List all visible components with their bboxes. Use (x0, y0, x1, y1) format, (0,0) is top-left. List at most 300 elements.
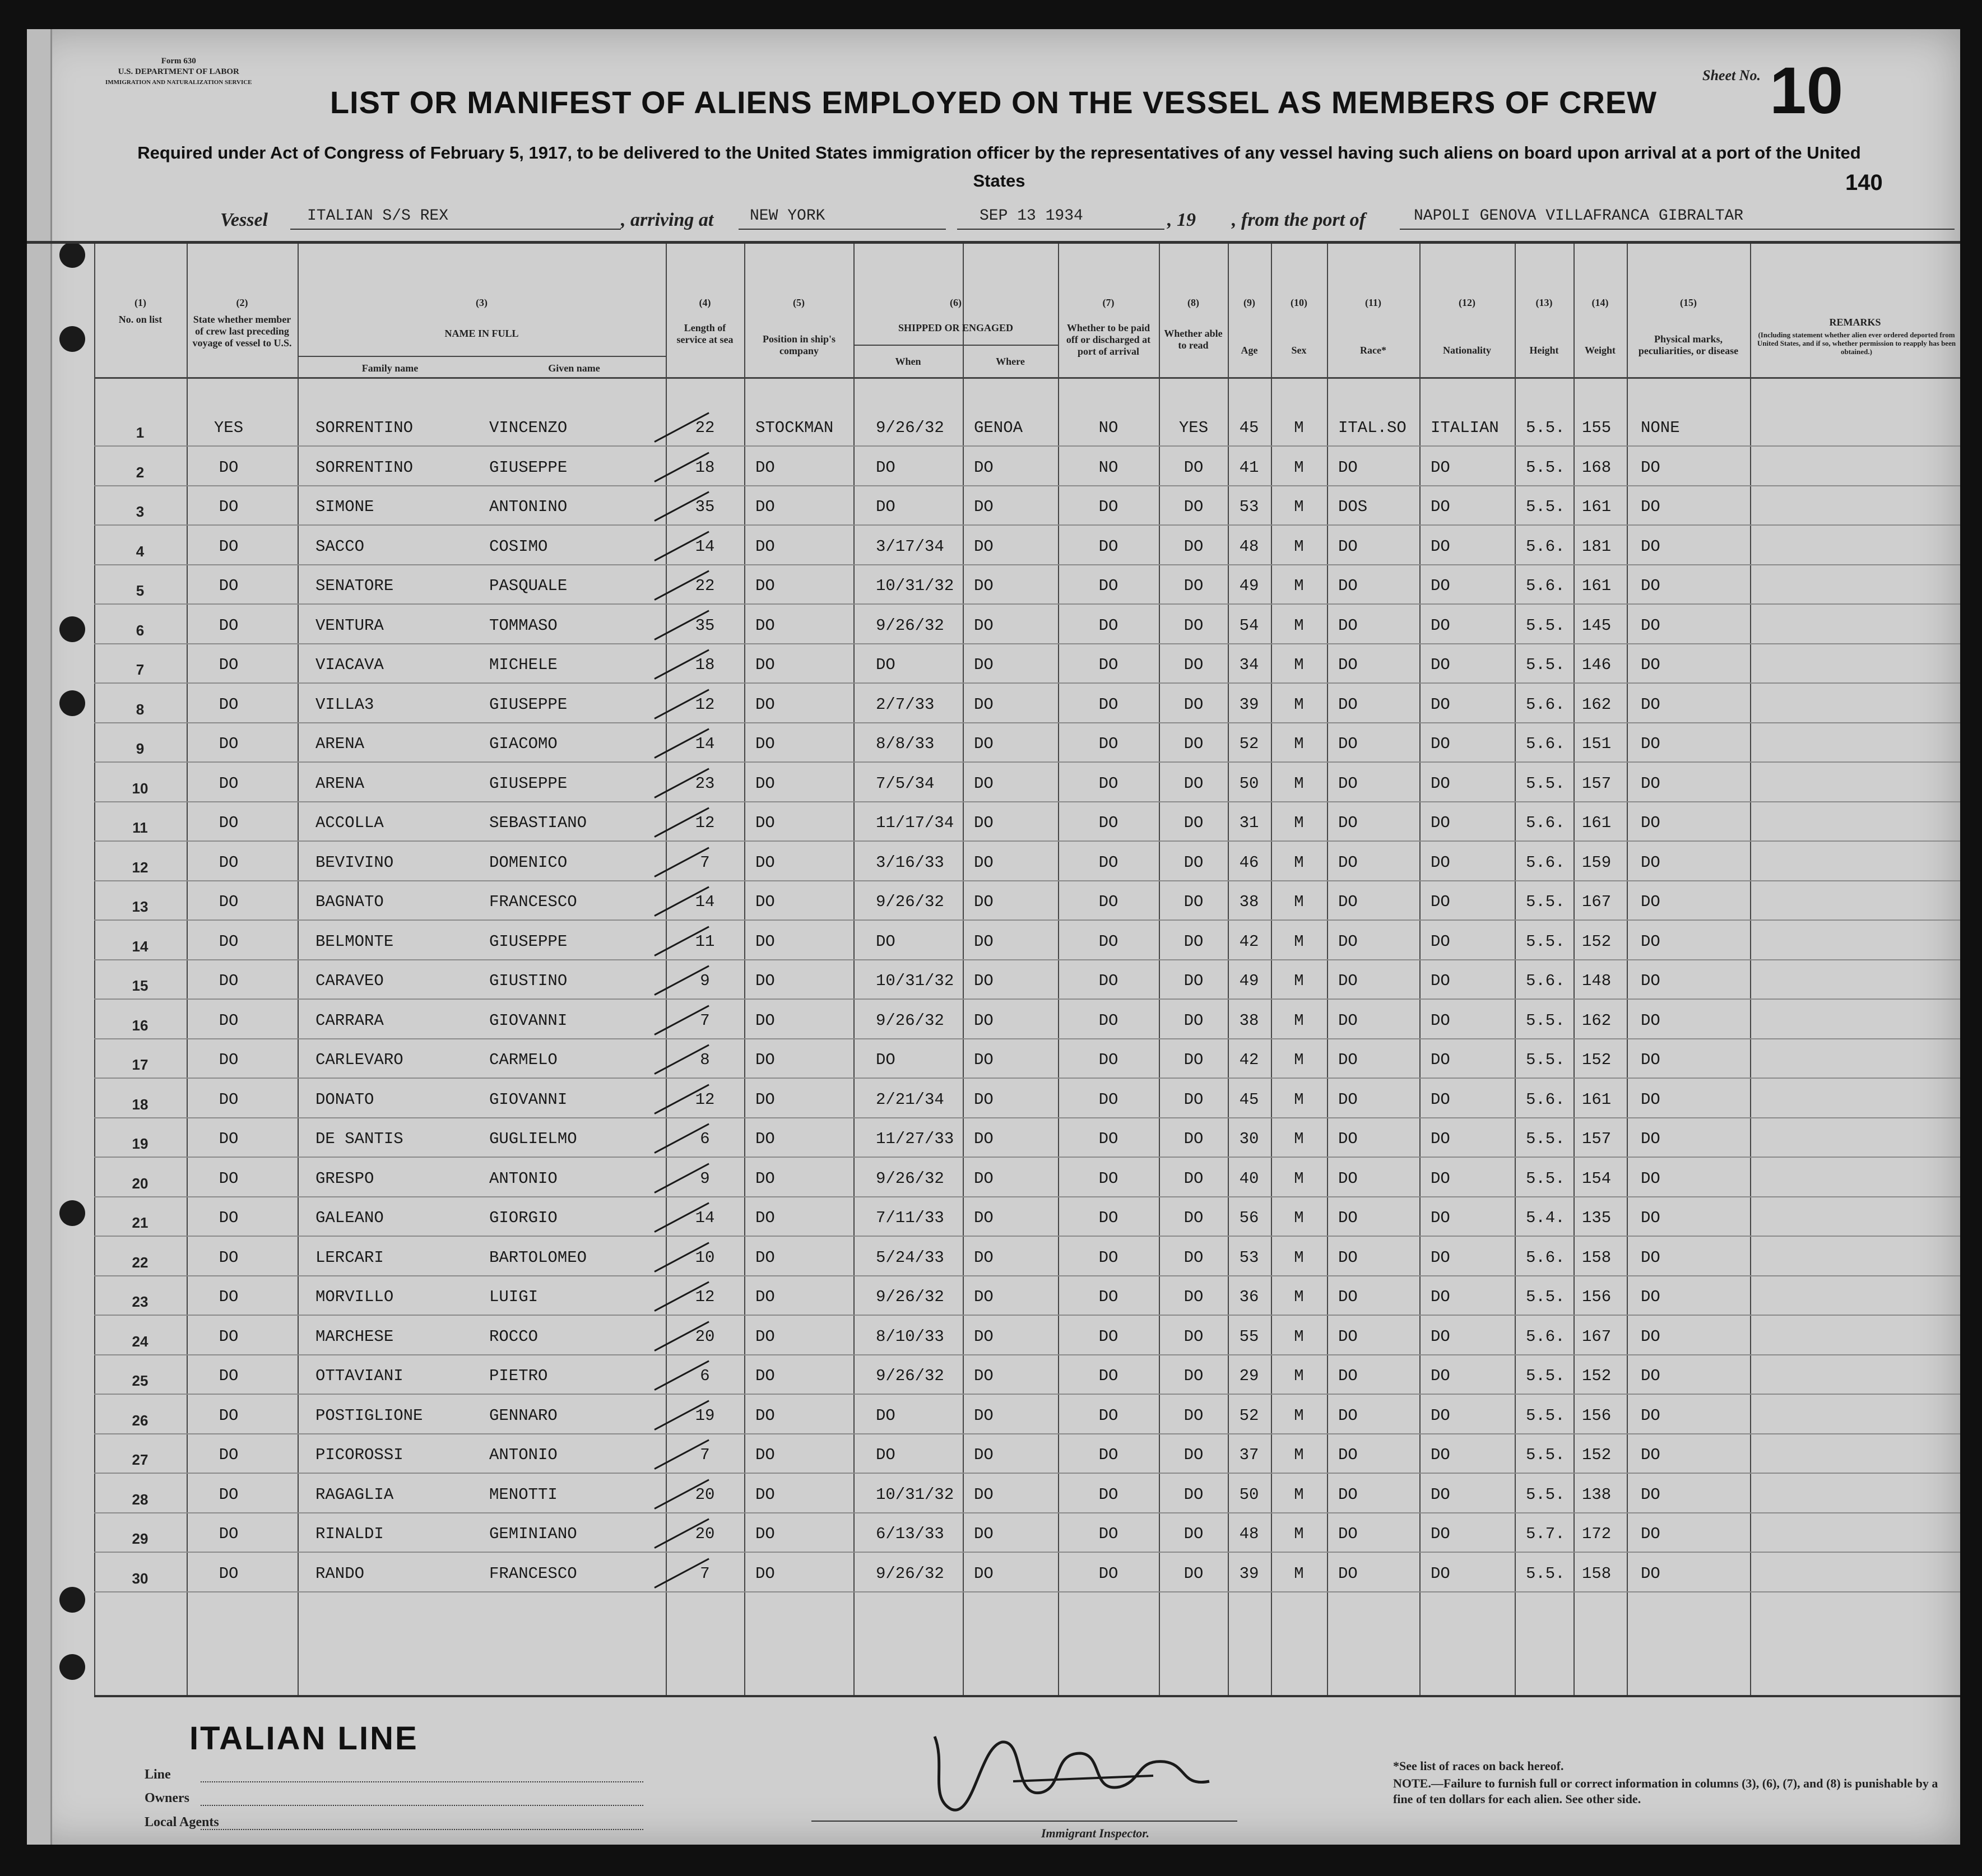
cell-given: PASQUALE (489, 577, 568, 595)
cell-family: ARENA (315, 774, 365, 793)
cell-sex: M (1294, 1564, 1304, 1583)
cell-weight: 167 (1582, 893, 1612, 911)
cell-marks: DO (1641, 1011, 1660, 1030)
cell-position: DO (755, 1564, 775, 1583)
cell-position: DO (755, 814, 775, 832)
cell-height: 5.6. (1526, 1248, 1565, 1267)
cell-paid: DO (1098, 616, 1118, 635)
cell-read: DO (1183, 616, 1204, 635)
cell-height: 5.5. (1526, 1367, 1565, 1385)
cell-height: 5.6. (1526, 814, 1565, 832)
cell-marks: DO (1641, 932, 1660, 951)
cell-service: 7 (700, 1564, 710, 1583)
cell-nat: DO (1431, 1209, 1450, 1227)
cell-age: 39 (1239, 1564, 1259, 1583)
cell-nat: DO (1431, 1051, 1450, 1069)
cell-read: DO (1183, 1367, 1204, 1385)
cell-service: 8 (700, 1051, 710, 1069)
cell-where: DO (974, 1288, 994, 1306)
cell-where: DO (974, 1011, 994, 1030)
cell-paid: DO (1098, 1564, 1118, 1583)
cell-when: 9/26/32 (876, 1367, 944, 1385)
cell-service: 35 (695, 616, 715, 635)
cell-weight: 148 (1582, 972, 1612, 990)
cell-marks: DO (1641, 1564, 1660, 1583)
cell-given: ANTONINO (489, 498, 568, 516)
cell-position: DO (755, 1406, 775, 1425)
cell-service: 20 (695, 1485, 715, 1504)
row-number: 27 (132, 1451, 148, 1468)
cell-weight: 152 (1582, 1446, 1612, 1464)
cell-paid: DO (1098, 972, 1118, 990)
cell-position: DO (755, 695, 775, 714)
cell-race: DO (1338, 1288, 1358, 1306)
cell-given: GIACOMO (489, 735, 558, 753)
cell-race: DO (1338, 1011, 1358, 1030)
col-9-header: Age (1241, 345, 1258, 356)
cell-height: 5.5. (1526, 498, 1565, 516)
row-rule (94, 959, 1960, 960)
cell-height: 5.5. (1526, 1011, 1565, 1030)
cell-marks: DO (1641, 656, 1660, 674)
cell-family: OTTAVIANI (315, 1367, 403, 1385)
cell-sex: M (1294, 1485, 1304, 1504)
sheet-label: Sheet No. (1702, 67, 1761, 83)
row-number: 24 (132, 1332, 148, 1350)
cell-paid: DO (1098, 695, 1118, 714)
cell-race: DO (1338, 1327, 1358, 1346)
row-number: 18 (132, 1095, 148, 1113)
cell-marks: NONE (1641, 419, 1680, 437)
cell-read: DO (1183, 695, 1204, 714)
cell-position: DO (755, 893, 775, 911)
row-number: 30 (132, 1569, 148, 1587)
owners-label: Owners (145, 1791, 189, 1805)
cell-position: DO (755, 1248, 775, 1267)
cell-prev: DO (219, 1525, 239, 1543)
cell-where: DO (974, 458, 994, 477)
cell-age: 54 (1239, 616, 1259, 635)
cell-where: DO (974, 735, 994, 753)
cell-position: DO (755, 774, 775, 793)
vessel-label: Vessel (220, 210, 268, 230)
cell-when: 3/16/33 (876, 853, 944, 872)
col-4-number: (4) (699, 297, 711, 308)
row-number: 28 (132, 1490, 148, 1508)
cell-given: COSIMO (489, 537, 548, 556)
cell-marks: DO (1641, 1485, 1660, 1504)
cell-read: DO (1183, 1525, 1204, 1543)
cell-nat: DO (1431, 1525, 1450, 1543)
cell-sex: M (1294, 1406, 1304, 1425)
cell-marks: DO (1641, 735, 1660, 753)
cell-read: DO (1183, 1169, 1204, 1188)
col-2-header: State whether member of crew last preceding voyage of vessel to U.S. (192, 314, 292, 349)
arriving-value: NEW YORK (750, 207, 825, 225)
cell-race: DO (1338, 695, 1358, 714)
row-rule (94, 722, 1960, 723)
cell-when: 2/21/34 (876, 1090, 944, 1109)
cell-position: DO (755, 972, 775, 990)
cell-age: 37 (1239, 1446, 1259, 1464)
cell-when: DO (876, 1051, 895, 1069)
cell-position: DO (755, 1090, 775, 1109)
row-rule (94, 1473, 1960, 1474)
cell-where: DO (974, 774, 994, 793)
row-number: 4 (136, 542, 145, 560)
cell-where: DO (974, 1051, 994, 1069)
cell-paid: NO (1098, 419, 1118, 437)
col-8-number: (8) (1187, 297, 1199, 308)
cell-family: RANDO (315, 1564, 365, 1583)
year-label: , 19 (1167, 210, 1196, 230)
cell-when: 9/26/32 (876, 1169, 944, 1188)
row-number: 7 (136, 661, 145, 678)
row-number: 20 (132, 1174, 148, 1192)
cell-family: SORRENTINO (315, 419, 414, 437)
punch-hole (59, 1200, 85, 1226)
cell-sex: M (1294, 1051, 1304, 1069)
cell-family: SENATORE (315, 577, 394, 595)
cell-paid: DO (1098, 1169, 1118, 1188)
page-number: 140 (1845, 170, 1883, 195)
cell-marks: DO (1641, 695, 1660, 714)
cell-family: SIMONE (315, 498, 374, 516)
cell-weight: 161 (1582, 577, 1612, 595)
cell-service: 7 (700, 853, 710, 872)
cell-prev: DO (219, 616, 239, 635)
cell-paid: DO (1098, 814, 1118, 832)
row-rule (94, 1038, 1960, 1039)
cell-weight: 152 (1582, 1367, 1612, 1385)
cell-weight: 156 (1582, 1288, 1612, 1306)
cell-where: DO (974, 1248, 994, 1267)
cell-height: 5.5. (1526, 1051, 1565, 1069)
cell-height: 5.5. (1526, 616, 1565, 635)
cell-paid: DO (1098, 893, 1118, 911)
row-rule (94, 1315, 1960, 1316)
cell-given: MICHELE (489, 656, 558, 674)
cell-sex: M (1294, 893, 1304, 911)
cell-weight: 161 (1582, 1090, 1612, 1109)
cell-when: 10/31/32 (876, 972, 954, 990)
cell-nat: DO (1431, 537, 1450, 556)
cell-weight: 158 (1582, 1248, 1612, 1267)
row-number: 12 (132, 858, 148, 876)
cell-nat: DO (1431, 1248, 1450, 1267)
cell-when: 3/17/34 (876, 537, 944, 556)
cell-when: 9/26/32 (876, 893, 944, 911)
cell-nat: DO (1431, 1327, 1450, 1346)
cell-nat: DO (1431, 1288, 1450, 1306)
cell-position: DO (755, 932, 775, 951)
row-rule (94, 1552, 1960, 1553)
cell-sex: M (1294, 419, 1304, 437)
sheet-number: 10 (1770, 54, 1844, 128)
cell-weight: 135 (1582, 1209, 1612, 1227)
cell-prev: DO (219, 932, 239, 951)
cell-given: ANTONIO (489, 1169, 558, 1188)
cell-height: 5.6. (1526, 853, 1565, 872)
cell-service: 6 (700, 1367, 710, 1385)
cell-where: GENOA (974, 419, 1023, 437)
cell-nat: DO (1431, 814, 1450, 832)
cell-prev: DO (219, 458, 239, 477)
cell-read: DO (1183, 537, 1204, 556)
cell-nat: DO (1431, 972, 1450, 990)
cell-age: 45 (1239, 1090, 1259, 1109)
cell-where: DO (974, 972, 994, 990)
row-number: 8 (136, 700, 145, 718)
cell-family: CARAVEO (315, 972, 384, 990)
row-number: 23 (132, 1293, 148, 1310)
cell-paid: DO (1098, 735, 1118, 753)
col-when-header: When (895, 356, 921, 367)
cell-weight: 161 (1582, 814, 1612, 832)
cell-age: 39 (1239, 695, 1259, 714)
cell-height: 5.5. (1526, 1485, 1565, 1504)
row-rule (94, 1078, 1960, 1079)
cell-read: DO (1183, 932, 1204, 951)
row-rule (94, 761, 1960, 763)
cell-when: 11/27/33 (876, 1130, 954, 1148)
cell-sex: M (1294, 814, 1304, 832)
col-10-number: (10) (1291, 297, 1307, 308)
cell-read: DO (1183, 1248, 1204, 1267)
cell-nat: DO (1431, 735, 1450, 753)
cell-prev: DO (219, 1446, 239, 1464)
cell-prev: DO (219, 1367, 239, 1385)
col-12-number: (12) (1459, 297, 1475, 308)
cell-height: 5.5. (1526, 932, 1565, 951)
cell-nat: ITALIAN (1431, 419, 1499, 437)
cell-when: 9/26/32 (876, 1564, 944, 1583)
cell-position: DO (755, 656, 775, 674)
cell-marks: DO (1641, 1209, 1660, 1227)
cell-prev: DO (219, 1011, 239, 1030)
cell-marks: DO (1641, 972, 1660, 990)
cell-age: 42 (1239, 1051, 1259, 1069)
col-where-header: Where (996, 356, 1025, 367)
cell-paid: DO (1098, 1485, 1118, 1504)
cell-age: 53 (1239, 1248, 1259, 1267)
cell-position: DO (755, 1327, 775, 1346)
col-3-header: NAME IN FULL (444, 328, 519, 339)
cell-weight: 167 (1582, 1327, 1612, 1346)
cell-weight: 161 (1582, 498, 1612, 516)
cell-nat: DO (1431, 893, 1450, 911)
row-number: 29 (132, 1530, 148, 1547)
cell-marks: DO (1641, 1169, 1660, 1188)
cell-service: 9 (700, 972, 710, 990)
punch-hole (59, 616, 85, 642)
cell-sex: M (1294, 1130, 1304, 1148)
cell-read: DO (1183, 498, 1204, 516)
cell-given: GIUSEPPE (489, 774, 568, 793)
cell-service: 6 (700, 1130, 710, 1148)
owners-field (201, 1805, 643, 1806)
remarks-header: REMARKS (1829, 317, 1881, 328)
cell-where: DO (974, 1525, 994, 1543)
cell-weight: 157 (1582, 774, 1612, 793)
cell-sex: M (1294, 1090, 1304, 1109)
cell-service: 12 (695, 1090, 715, 1109)
cell-read: DO (1183, 774, 1204, 793)
cell-when: 9/26/32 (876, 616, 944, 635)
cell-height: 5.5. (1526, 1130, 1565, 1148)
cell-when: 11/17/34 (876, 814, 954, 832)
cell-where: DO (974, 1485, 994, 1504)
cell-race: DO (1338, 893, 1358, 911)
cell-where: DO (974, 1169, 994, 1188)
cell-service: 14 (695, 735, 715, 753)
cell-prev: DO (219, 537, 239, 556)
cell-when: 7/11/33 (876, 1209, 944, 1227)
cell-service: 7 (700, 1446, 710, 1464)
footer (94, 1695, 1960, 1845)
cell-read: DO (1183, 1209, 1204, 1227)
cell-race: DO (1338, 1367, 1358, 1385)
cell-height: 5.6. (1526, 1327, 1565, 1346)
cell-family: VILLA3 (315, 695, 374, 714)
cell-race: DO (1338, 1525, 1358, 1543)
cell-service: 18 (695, 656, 715, 674)
cell-weight: 157 (1582, 1130, 1612, 1148)
cell-position: DO (755, 853, 775, 872)
cell-nat: DO (1431, 1130, 1450, 1148)
row-number: 2 (136, 463, 145, 481)
cell-family: BAGNATO (315, 893, 384, 911)
cell-read: DO (1183, 893, 1204, 911)
cell-where: DO (974, 893, 994, 911)
cell-position: DO (755, 1525, 775, 1543)
col-11-number: (11) (1365, 297, 1381, 308)
cell-marks: DO (1641, 537, 1660, 556)
cell-nat: DO (1431, 656, 1450, 674)
cell-prev: DO (219, 577, 239, 595)
cell-given: GEMINIANO (489, 1525, 577, 1543)
cell-age: 40 (1239, 1169, 1259, 1188)
row-number: 22 (132, 1253, 148, 1271)
cell-sex: M (1294, 1248, 1304, 1267)
cell-prev: DO (219, 1169, 239, 1188)
cell-race: DO (1338, 853, 1358, 872)
col-5-header: Position in ship's company (762, 333, 836, 356)
cell-paid: DO (1098, 656, 1118, 674)
cell-marks: DO (1641, 1367, 1660, 1385)
row-rule (94, 1433, 1960, 1434)
form-department: U.S. DEPARTMENT OF LABOR (118, 67, 239, 76)
cell-height: 5.6. (1526, 972, 1565, 990)
cell-position: DO (755, 1011, 775, 1030)
punch-hole (59, 1587, 85, 1613)
punch-hole (59, 690, 85, 716)
cell-family: BELMONTE (315, 932, 394, 951)
cell-given: MENOTTI (489, 1485, 558, 1504)
cell-when: 9/26/32 (876, 419, 944, 437)
row-number: 26 (132, 1411, 148, 1429)
cell-read: DO (1183, 458, 1204, 477)
cell-paid: DO (1098, 1525, 1118, 1543)
cell-age: 42 (1239, 932, 1259, 951)
cell-height: 5.7. (1526, 1525, 1565, 1543)
cell-paid: DO (1098, 1130, 1118, 1148)
signature-line (811, 1821, 1237, 1822)
cell-age: 49 (1239, 577, 1259, 595)
cell-race: DO (1338, 774, 1358, 793)
cell-given: CARMELO (489, 1051, 558, 1069)
cell-sex: M (1294, 458, 1304, 477)
cell-nat: DO (1431, 616, 1450, 635)
cell-given: SEBASTIANO (489, 814, 587, 832)
row-number: 21 (132, 1214, 148, 1231)
cell-nat: DO (1431, 1011, 1450, 1030)
cell-height: 5.5. (1526, 458, 1565, 477)
cell-paid: DO (1098, 1248, 1118, 1267)
col-15-number: (15) (1680, 297, 1697, 308)
cell-marks: DO (1641, 853, 1660, 872)
cell-age: 31 (1239, 814, 1259, 832)
penalty-note: NOTE.—Failure to furnish full or correct information in columns (3), (6), (7), and (8) is punishable by a fine of ten dollars for each alien. See other side. (1393, 1776, 1938, 1806)
cell-given: GIOVANNI (489, 1090, 568, 1109)
col-4-header: Length of service at sea (676, 322, 734, 345)
cell-nat: DO (1431, 498, 1450, 516)
cell-weight: 154 (1582, 1169, 1612, 1188)
row-rule (94, 841, 1960, 842)
cell-read: DO (1183, 1446, 1204, 1464)
cell-weight: 158 (1582, 1564, 1612, 1583)
cell-sex: M (1294, 656, 1304, 674)
cell-read: DO (1183, 1090, 1204, 1109)
cell-position: DO (755, 498, 775, 516)
row-rule (94, 445, 1960, 447)
col-1-header: No. on list (118, 314, 163, 325)
cell-marks: DO (1641, 1288, 1660, 1306)
cell-service: 20 (695, 1327, 715, 1346)
cell-race: DO (1338, 1169, 1358, 1188)
cell-when: 6/13/33 (876, 1525, 944, 1543)
cell-height: 5.6. (1526, 1090, 1565, 1109)
cell-when: 10/31/32 (876, 1485, 954, 1504)
cell-sex: M (1294, 1209, 1304, 1227)
cell-where: DO (974, 932, 994, 951)
cell-sex: M (1294, 972, 1304, 990)
cell-nat: DO (1431, 1406, 1450, 1425)
cell-when: 8/10/33 (876, 1327, 944, 1346)
cell-height: 5.5. (1526, 893, 1565, 911)
cell-read: DO (1183, 853, 1204, 872)
cell-where: DO (974, 814, 994, 832)
cell-read: DO (1183, 1327, 1204, 1346)
cell-weight: 146 (1582, 656, 1612, 674)
cell-family: ACCOLLA (315, 814, 384, 832)
col-6-number: (6) (950, 297, 962, 308)
cell-sex: M (1294, 498, 1304, 516)
cell-family: SACCO (315, 537, 365, 556)
cell-prev: DO (219, 735, 239, 753)
cell-sex: M (1294, 1011, 1304, 1030)
cell-prev: DO (219, 1327, 239, 1346)
row-number: 16 (132, 1016, 148, 1034)
cell-prev: YES (213, 419, 244, 437)
cell-race: DO (1338, 458, 1358, 477)
cell-prev: DO (219, 1564, 239, 1583)
date-underline (957, 229, 1164, 230)
cell-service: 18 (695, 458, 715, 477)
row-rule (94, 920, 1960, 921)
cell-service: 9 (700, 1169, 710, 1188)
cell-family: ARENA (315, 735, 365, 753)
